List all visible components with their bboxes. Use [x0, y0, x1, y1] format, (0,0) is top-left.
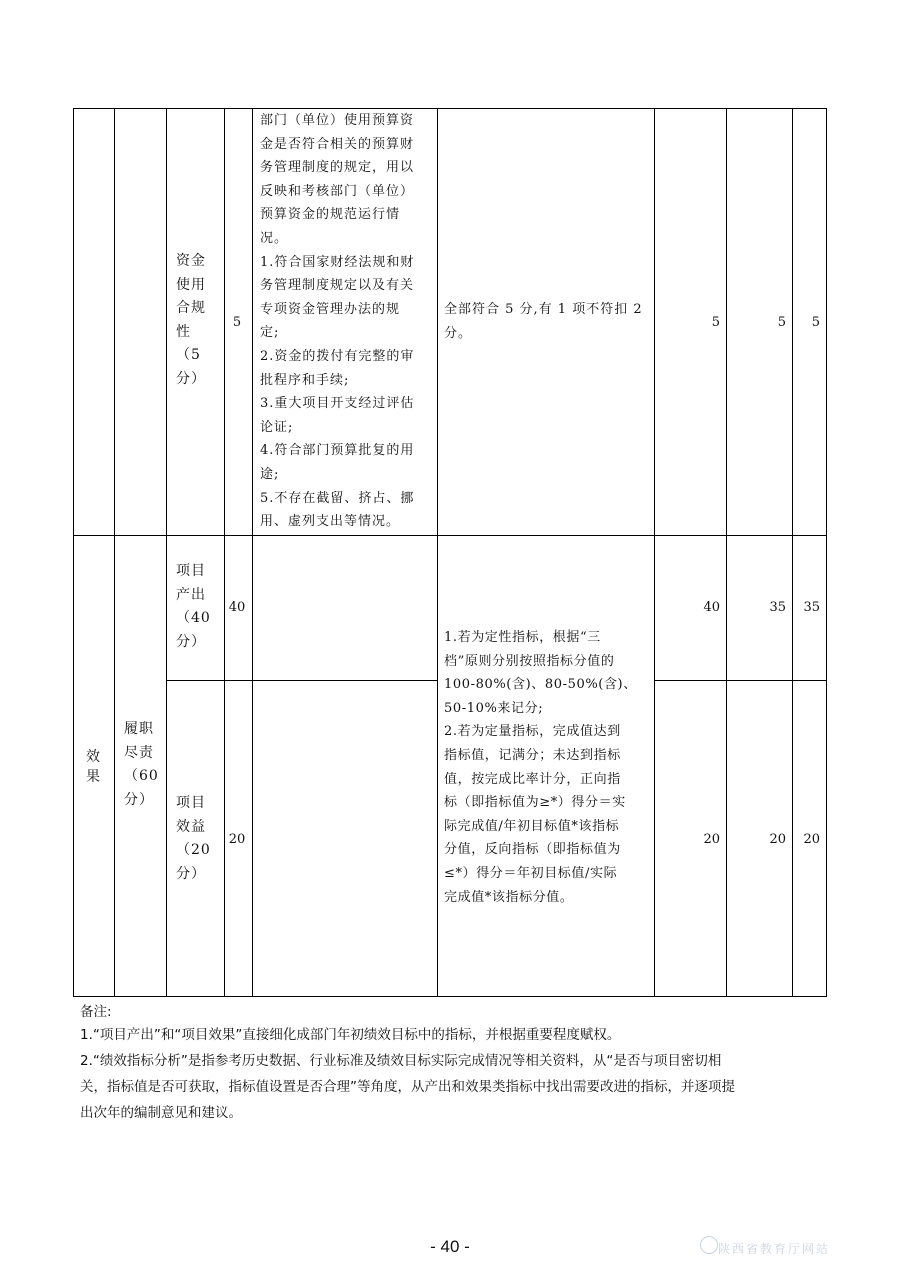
page-number: - 40 - [430, 1237, 470, 1256]
col-divider [166, 108, 167, 997]
row1-score-1: 5 [711, 315, 720, 330]
row3-score-3: 20 [803, 832, 820, 847]
group-subcategory-label: 履职 尽责 （60 分） [124, 721, 159, 808]
col-divider [792, 108, 793, 997]
note-line: 1.“项目产出”和“项目效果”直接细化成部门年初绩效目标中的指标，并根据重要程度赋权。 [80, 1027, 621, 1043]
watermark-logo-icon [700, 1236, 718, 1254]
row3-indicator-name: 项目 效益 （20 分） [176, 795, 211, 882]
col-divider [114, 108, 115, 997]
row3-score-2: 20 [769, 832, 786, 847]
row1-description: 部门（单位）使用预算资 金是否符合相关的预算财 务管理制度的规定，用以 反映和考核部门（单位） 预算资金的规范运行情 况。 1.符合国家财经法规和财 务管理制度规定以及有关 专项资金管理办法的规 定; 2.资金的拨付有完整的审 批程序和手续; 3.重大项目开支经过评估 论证; 4.符合部门预算批复的用 途; 5.不存在截留、挤占、挪 用、虚列支出等情况。 [260, 113, 415, 530]
row2-score-2: 35 [769, 600, 786, 615]
row2-score-3: 35 [803, 600, 820, 615]
notes-section [80, 1001, 832, 1125]
group-category-label: 效 果 [86, 749, 100, 785]
row-divider-partial [166, 680, 437, 681]
row-divider [73, 535, 827, 536]
notes-title: 备注: [80, 1004, 112, 1020]
row2-indicator-name: 项目 产出 （40 分） [176, 563, 211, 650]
row2-score-1: 40 [703, 600, 720, 615]
row3-score-1: 20 [703, 832, 720, 847]
table-bottom-border [73, 996, 827, 997]
row1-score-2: 5 [777, 315, 786, 330]
row1-weight: 5 [232, 315, 242, 330]
note-line: 2.“绩效指标分析”是指参考历史数据、行业标准及绩效目标实际完成情况等相关资料，从“是否与项目密切相 [80, 1053, 722, 1069]
note-line: 关，指标值是否可获取，指标值设置是否合理”等角度，从产出和效果类指标中找出需要改进的指标，并逐项提 [80, 1079, 735, 1095]
table-right-border [826, 108, 827, 997]
table-left-border [73, 108, 74, 997]
watermark-text: 陕西省教育厅网站 [718, 1242, 831, 1256]
row1-criteria: 全部符合 5 分,有 1 项不符扣 2 分。 [444, 302, 643, 341]
col-divider [726, 108, 727, 997]
row1-score-3: 5 [811, 315, 820, 330]
col-divider [224, 108, 225, 997]
row2-weight: 40 [228, 600, 246, 615]
table-top-border [73, 108, 827, 109]
col-divider [252, 108, 253, 997]
shared-scoring-criteria: 1.若为定性指标，根据“三 档”原则分别按照指标分值的 100-80%(含)、80-50%(含)、 50-10%来记分; 2.若为定量指标，完成值达到 指标值，记满分；未达到指标 值，按完成比率计分，正向指 标（即指标值为≥*）得分＝实 际完成值/年初目标值*该指标 分值，反向指标（即指标值为 ≤*）得分＝年初目标值/实际 完成值*该指标分值。 [444, 630, 637, 905]
note-line: 出次年的编制意见和建议。 [80, 1105, 242, 1121]
row-divider-partial [654, 680, 827, 681]
row3-weight: 20 [228, 832, 246, 847]
row1-indicator-name: 资金 使用 合规 性 （5 分） [176, 253, 206, 387]
